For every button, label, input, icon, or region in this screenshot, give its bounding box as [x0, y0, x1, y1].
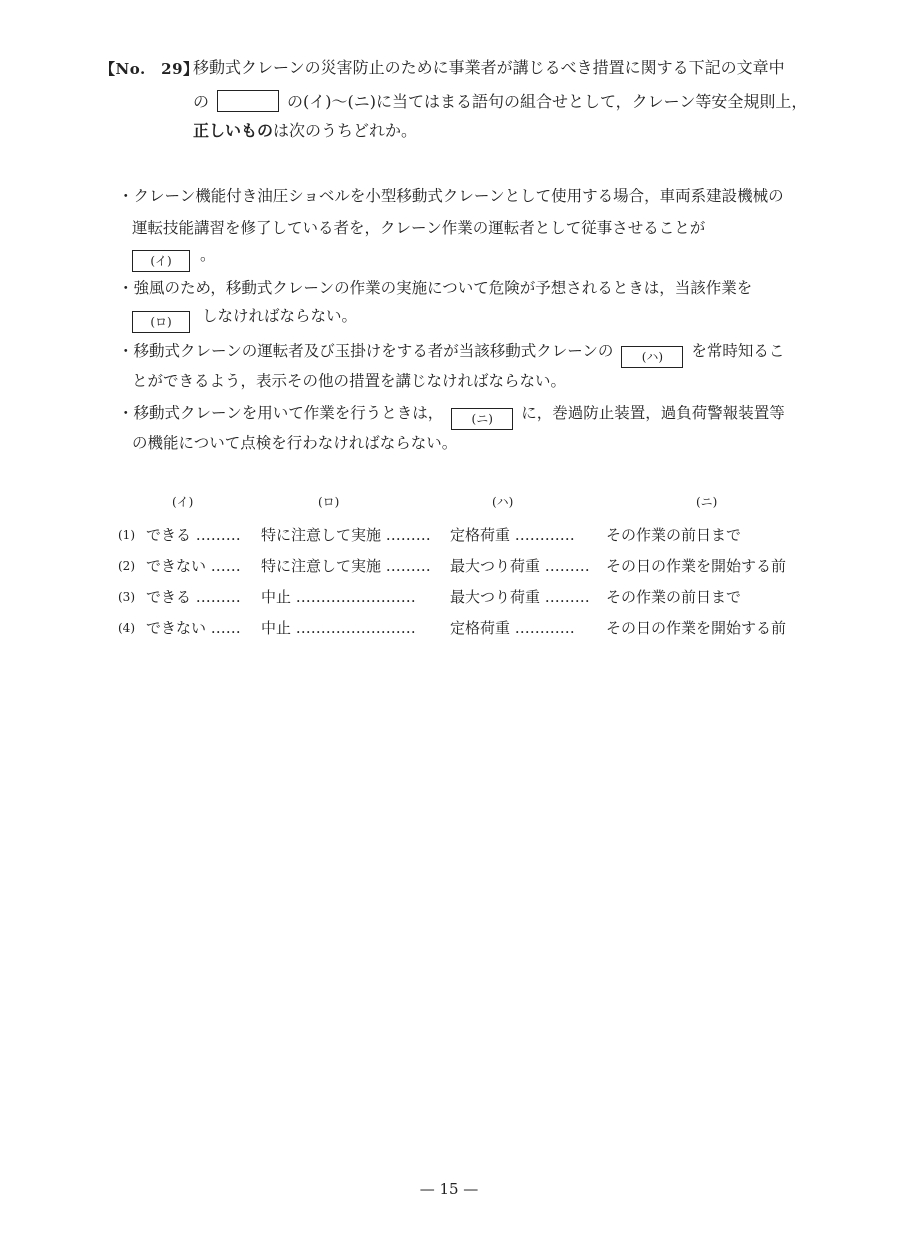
statement-4-line-2: の機能について点検を行わなければならない。: [132, 434, 458, 452]
option-cell-i: できない ……: [146, 557, 241, 575]
option-2[interactable]: [118, 556, 808, 578]
option-cell-ha: 最大つり荷重 ………: [450, 588, 590, 606]
option-cell-i: できる ………: [146, 526, 241, 544]
blank-i-box: (イ): [132, 250, 190, 272]
option-cell-ha: 定格荷重 …………: [450, 619, 575, 637]
question-text-line-2-pre: の: [193, 92, 210, 111]
statement-1-line-1: ・クレーン機能付き油圧ショベルを小型移動式クレーンとして使用する場合，車両系建設機械の: [118, 187, 784, 205]
question-text-line-2-post: の(イ)～(ニ)に当てはまる語句の組合せとして，クレーン等安全規則上，: [287, 92, 808, 111]
statement-2-end: しなければならない。: [202, 307, 358, 325]
statement-3-line-2: とができるよう，表示その他の措置を講じなければならない。: [132, 372, 567, 390]
question-text-line-2: [193, 90, 807, 112]
emphasis-correct: 正しいもの: [193, 121, 274, 140]
option-cell-i: できない ……: [146, 619, 241, 637]
statement-3-line-1: [118, 341, 784, 368]
statement-1-line-2: 運転技能講習を修了している者を，クレーン作業の運転者として従事させることが: [132, 219, 706, 237]
blank-box: [217, 90, 279, 112]
blank-ha-box: (ハ): [621, 346, 683, 368]
option-number: (1): [118, 528, 135, 542]
option-cell-ni: その作業の前日まで: [606, 526, 742, 544]
statement-4-line-1: [118, 403, 785, 430]
statement-3-post: を常時知るこ: [691, 342, 785, 360]
question-text-line-3: [193, 121, 417, 141]
option-cell-ro: 中止 ……………………: [261, 619, 416, 637]
column-header-ni: (ニ): [696, 495, 718, 509]
option-4[interactable]: [118, 618, 808, 640]
option-cell-ro: 中止 ……………………: [261, 588, 416, 606]
blank-ni-box: (ニ): [451, 408, 513, 430]
question-text-line-1: 移動式クレーンの災害防止のために事業者が講じるべき措置に関する下記の文章中: [193, 58, 785, 77]
option-cell-ro: 特に注意して実施 ………: [261, 526, 431, 544]
statement-1-line-3: [132, 245, 216, 272]
statement-2-line-2: [132, 306, 357, 333]
option-number: (3): [118, 590, 135, 604]
blank-ro-box: (ロ): [132, 311, 190, 333]
column-header-ha: (ハ): [492, 495, 514, 509]
statement-4-pre: ・移動式クレーンを用いて作業を行うときは，: [118, 404, 444, 422]
option-number: (2): [118, 559, 135, 573]
column-header-ro: (ロ): [318, 495, 340, 509]
option-cell-ha: 最大つり荷重 ………: [450, 557, 590, 575]
column-header-i: (イ): [172, 495, 194, 509]
option-cell-ni: その日の作業を開始する前: [606, 619, 787, 637]
statement-4-post: に，巻過防止装置，過負荷警報装置等: [521, 404, 785, 422]
statement-2-line-1: ・強風のため，移動式クレーンの作業の実施について危険が予想されるときは，当該作業を: [118, 279, 753, 297]
option-number: (4): [118, 621, 135, 635]
question-text-line-3-rest: は次のうちどれか。: [273, 121, 418, 140]
statement-1-end: 。: [200, 246, 216, 264]
page-number: — 15 —: [419, 1180, 479, 1198]
option-cell-i: できる ………: [146, 588, 241, 606]
option-1[interactable]: [118, 525, 808, 547]
option-cell-ro: 特に注意して実施 ………: [261, 557, 431, 575]
option-3[interactable]: [118, 587, 808, 609]
question-number: 【No. 29】: [100, 60, 199, 78]
option-cell-ni: その日の作業を開始する前: [606, 557, 787, 575]
option-cell-ha: 定格荷重 …………: [450, 526, 575, 544]
statement-3-pre: ・移動式クレーンの運転者及び玉掛けをする者が当該移動式クレーンの: [118, 342, 614, 360]
option-cell-ni: その作業の前日まで: [606, 588, 742, 606]
